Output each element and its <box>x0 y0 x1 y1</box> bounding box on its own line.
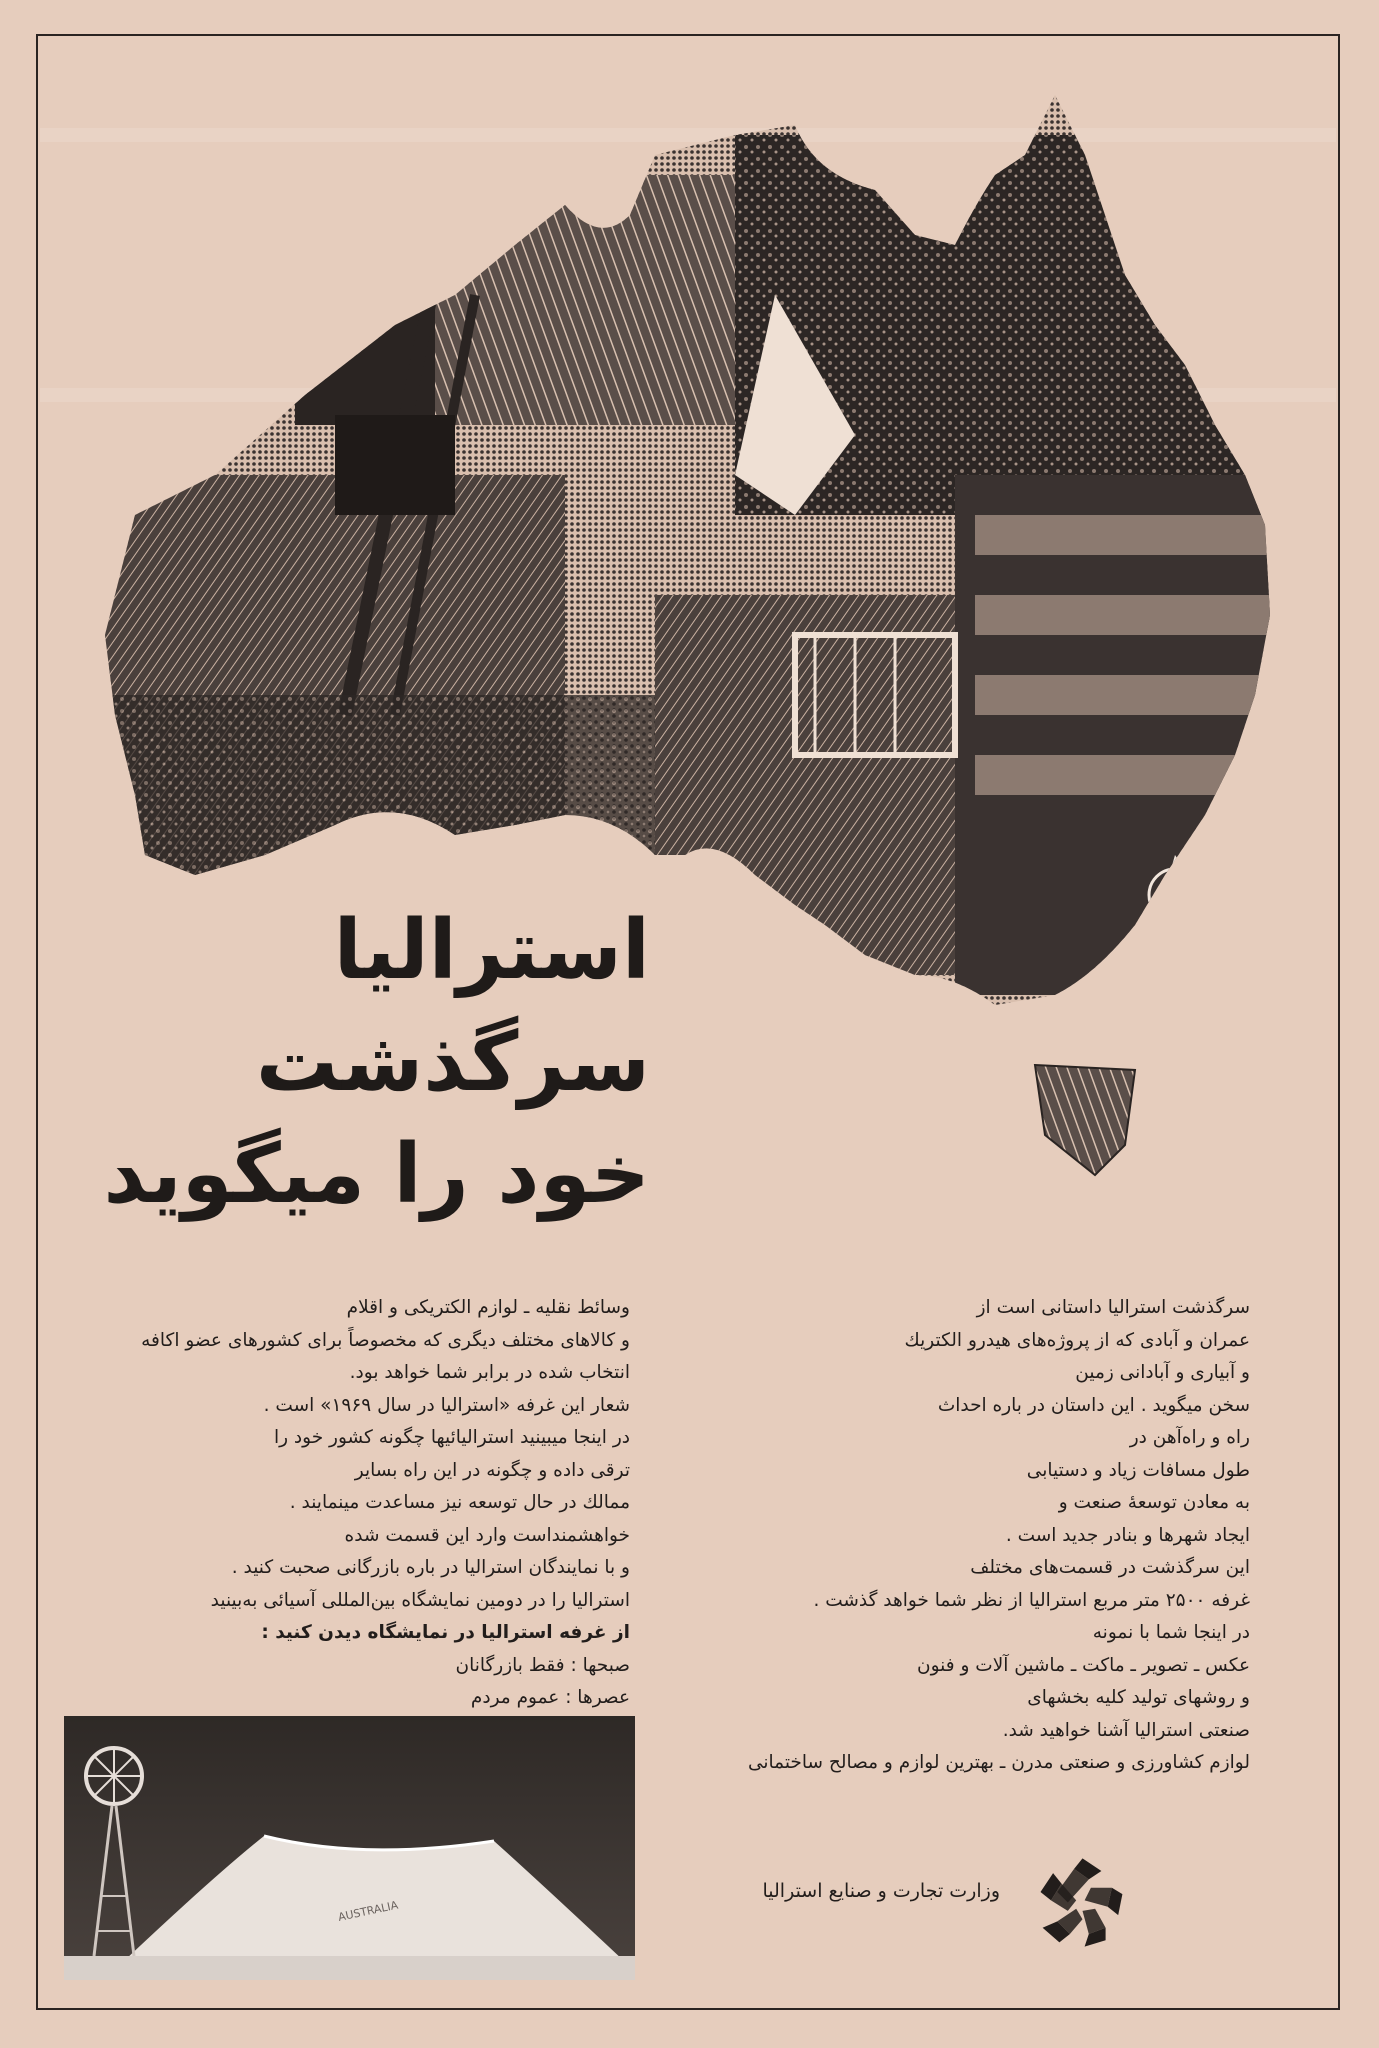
schedule-morning: صبحها : فقط بازرگانان <box>455 1654 630 1676</box>
body-line: و روشهای تولید کلیه بخشهای <box>1027 1687 1250 1708</box>
body-line: ایجاد شهرها و بنادر جدید است . <box>1005 1524 1250 1546</box>
body-line: انتخاب شده در برابر شما خواهد بود. <box>349 1362 630 1383</box>
body-line: عمران و آبادی که از پروژه‌های هیدرو الکتریك <box>904 1329 1250 1351</box>
body-line: لوازم کشاورزی و صنعتی مدرن ـ بهترین لوازم و مصالح ساختمانی <box>747 1752 1250 1773</box>
headline-line-3: خود را میگوید <box>103 1127 650 1222</box>
body-line: و با نمایندگان استرالیا در باره بازرگانی صحبت کنید . <box>231 1557 630 1578</box>
body-line: طول مسافات زیاد و دستیابی <box>1026 1459 1250 1481</box>
ministry-logo-icon <box>1030 1850 1135 1955</box>
body-line: ممالك در حال توسعه نیز مساعدت مینمایند . <box>289 1492 630 1513</box>
body-line: صنعتی استرالیا آشنا خواهید شد. <box>1002 1719 1250 1741</box>
body-line: و کالاهای مختلف دیگری که مخصوصاً برای کشورهای عضو اکافه <box>141 1329 630 1351</box>
right-column-text <box>690 1292 1250 1780</box>
body-line: راه و راه‌آهن در <box>1129 1427 1250 1448</box>
schedule-afternoon: عصرها : عموم مردم <box>470 1687 630 1708</box>
body-line: وسائط نقلیه ـ لوازم الکتریکی و اقلام <box>346 1297 630 1318</box>
body-line: خواهشمنداست وارد این قسمت شده <box>344 1524 630 1546</box>
body-line: سرگذشت استرالیا داستانی است از <box>976 1297 1250 1318</box>
body-line: شعار این غرفه «استرالیا در سال ۱۹۶۹» است . <box>263 1394 630 1416</box>
body-line: به معادن توسعهٔ صنعت و <box>1058 1492 1250 1513</box>
body-line: ترقی داده و چگونه در این راه بسایر <box>354 1459 630 1481</box>
pavilion-photo <box>64 1716 635 1980</box>
body-line: این سرگذشت در قسمت‌های مختلف <box>970 1557 1250 1578</box>
body-line: استرالیا را در دومین نمایشگاه بین‌المللی آسیائی به‌بینید <box>210 1589 630 1611</box>
left-column-text <box>140 1292 630 1715</box>
body-line: سخن میگوید . این داستان در باره احداث <box>937 1394 1250 1416</box>
headline-line-1: استرالیا <box>333 903 650 998</box>
ministry-name: وزارت تجارت و صنایع استرالیا <box>762 1880 1000 1902</box>
headline-line-2: سرگذشت <box>255 1015 650 1110</box>
body-line: عکس ـ تصویر ـ ماکت ـ ماشین آلات و فنون <box>917 1654 1250 1676</box>
headline <box>103 895 650 1231</box>
body-line: و آبیاری و آبادانی زمین <box>1075 1362 1250 1383</box>
visit-heading: از غرفه استرالیا در نمایشگاه دیدن کنید : <box>261 1622 630 1643</box>
body-line: در اینجا شما با نمونه <box>1092 1622 1250 1643</box>
body-line: غرفه ۲۵۰۰ متر مربع استرالیا از نظر شما خواهد گذشت . <box>813 1589 1250 1611</box>
body-line: در اینجا میبینید استرالیائیها چگونه کشور خود را <box>273 1427 630 1448</box>
pavilion-label: AUSTRALIA <box>336 1898 400 1924</box>
